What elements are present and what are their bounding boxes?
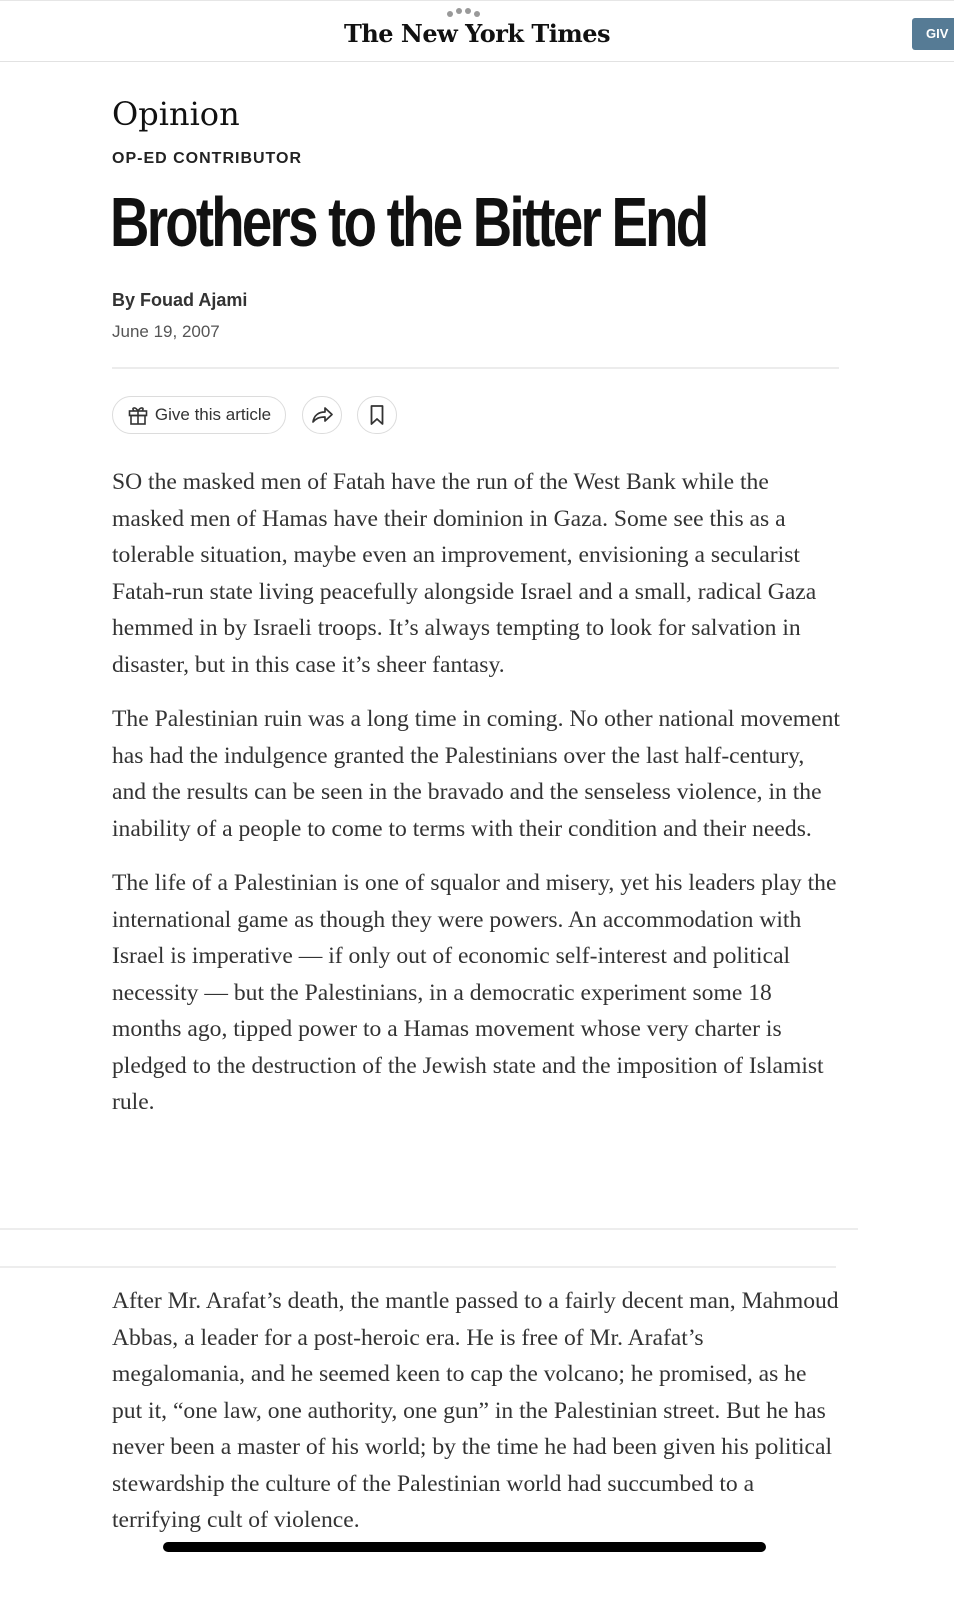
give-subscription-button[interactable]: GIV — [912, 18, 954, 50]
save-button[interactable] — [357, 396, 397, 434]
article-paragraph: The Palestinian ruin was a long time in coming. No other national movement has had the indulgence granted the Palestinians over the last half-century, and the results can be seen in the bravado and the senseless violence, in the inability of a people to come to terms with their condition and their needs. — [112, 706, 840, 842]
share-icon — [310, 405, 334, 425]
gift-icon — [127, 404, 149, 426]
article-headline: Brothers to the Bitter End — [110, 183, 707, 261]
masthead-logo[interactable]: The New York Times — [344, 19, 610, 48]
section-label[interactable]: Opinion — [112, 95, 240, 133]
bookmark-icon — [369, 404, 385, 426]
article-kicker: OP-ED CONTRIBUTOR — [112, 150, 303, 167]
divider — [112, 367, 839, 369]
top-bar — [0, 0, 954, 62]
article-paragraph: SO the masked men of Fatah have the run of the West Bank while the masked men of Hamas have their dominion in Gaza. Some see this as a tolerable situation, maybe even an improvement, envisioning a secularist Fatah-run state living peacefully alongside Israel and a small, radical Gaza hemmed in by Israeli troops. It’s always tempting to look for salvation in disaster, but in this case it’s sheer fantasy. — [112, 469, 817, 678]
article-body-continued — [112, 1283, 842, 1557]
give-article-button[interactable] — [112, 396, 286, 434]
give-article-label: Give this article — [154, 405, 272, 424]
divider — [0, 1266, 836, 1268]
divider — [0, 1228, 858, 1230]
share-button[interactable] — [302, 396, 342, 434]
article-paragraph: The life of a Palestinian is one of squalor and misery, yet his leaders play the international game as though they were powers. An accommodation with Israel is imperative — if only out of economic self-interest and political necessity — but the Palestinians, in a democratic experiment some 18 months ago, tipped power to a Hamas movement whose very charter is pledged to the destruction of the Jewish state and the imposition of Islamist rule. — [112, 870, 837, 1115]
home-indicator[interactable] — [163, 1542, 766, 1552]
article-body — [112, 464, 842, 1139]
article-date: June 19, 2007 — [112, 322, 220, 341]
article-paragraph: After Mr. Arafat’s death, the mantle passed to a fairly decent man, Mahmoud Abbas, a leader for a post-heroic era. He is free of Mr. Arafat’s megalomania, and he seemed keen to cap the volcano; he promised, as he put it, “one law, one authority, one gun” in the Palestinian street. But he has never been a master of his world; by the time he had been given his political stewardship the culture of the Palestinian world had succumbed to a terrifying cult of violence. — [112, 1288, 839, 1533]
article-byline[interactable]: By Fouad Ajami — [112, 290, 248, 310]
